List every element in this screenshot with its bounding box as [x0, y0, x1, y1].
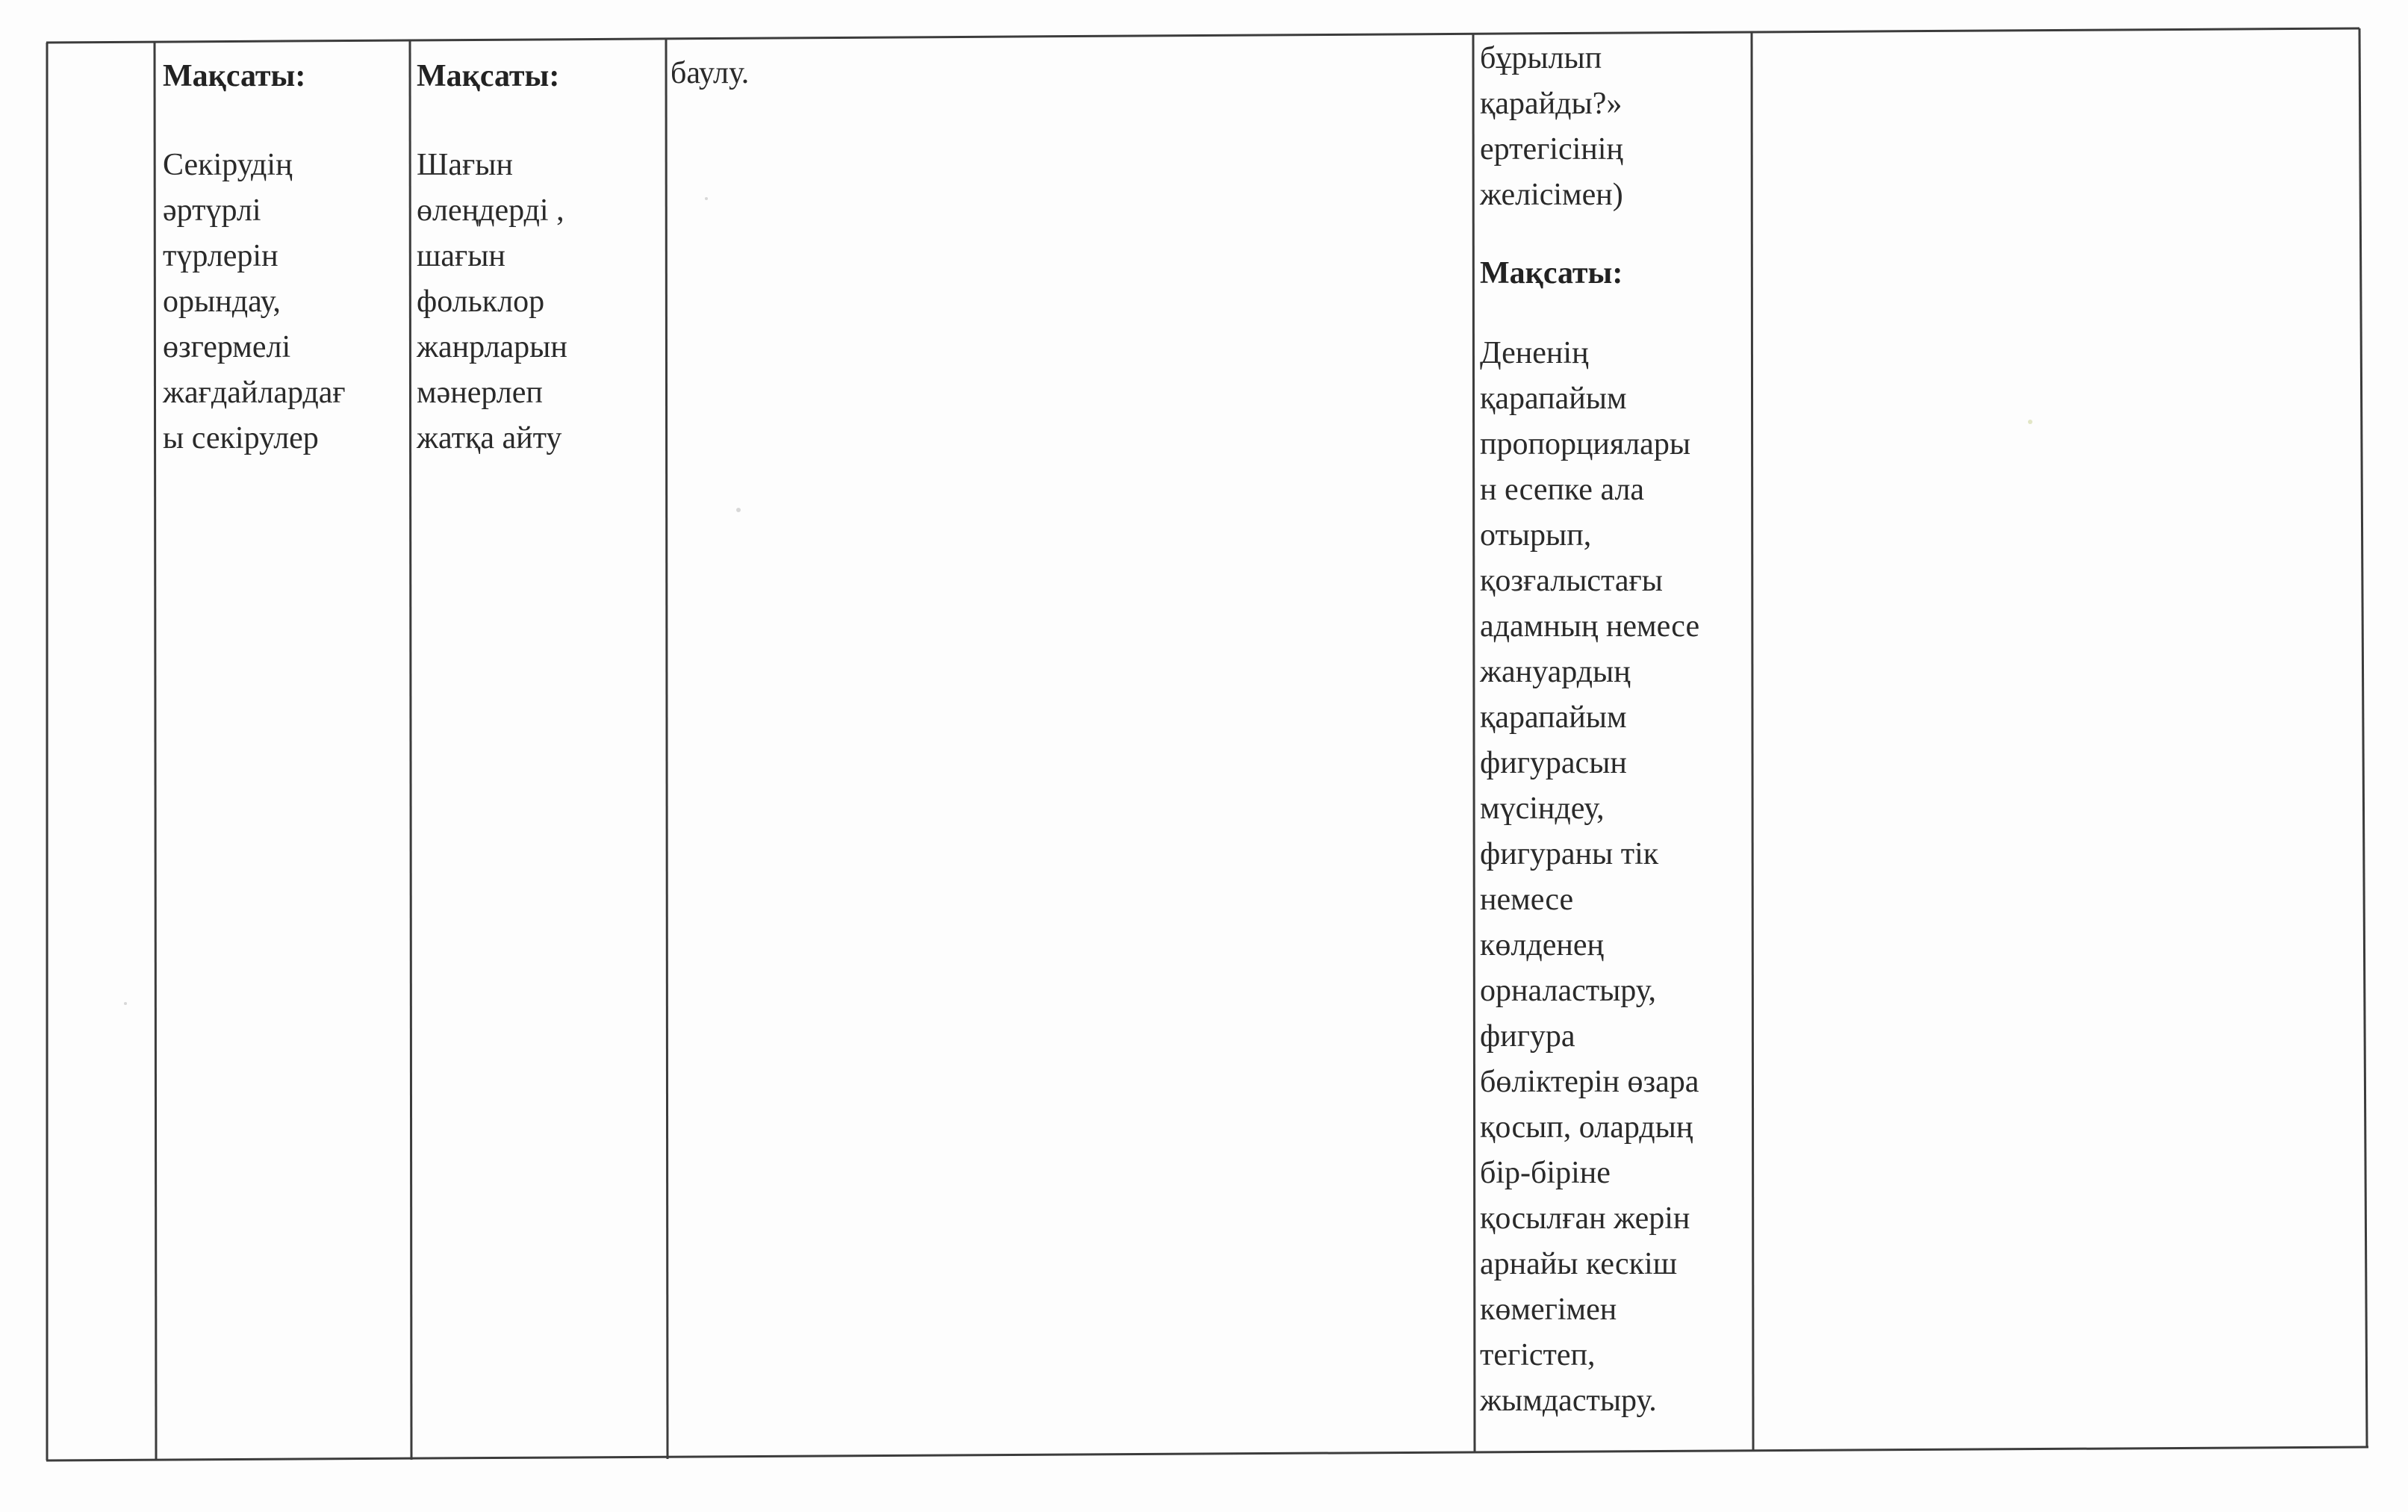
column-divider-4 — [1473, 34, 1475, 1452]
cell-heading: Мақсаты: — [163, 59, 306, 93]
column-divider-3 — [666, 39, 668, 1459]
table-right-border — [2359, 28, 2367, 1447]
table-cell-col4 — [1480, 36, 1750, 1424]
column-divider-1 — [155, 42, 156, 1460]
scan-speck — [124, 1002, 127, 1005]
table-cell-col0 — [49, 45, 152, 1456]
cell-heading: Мақсаты: — [1480, 256, 1623, 290]
scan-speck — [736, 508, 741, 512]
cell-body-text: Дененің қарапайым пропорциялары н есепке ала отырып, қозғалыстағы адамның немесе жануардың қарапайым фигурасын мүсіндеу, фигураны тік немесе көлденең орналастыру, фигура бөліктерін өзара қосып, олардың бір-біріне қосылған жерін арнайы кескіш көмегімен тегістеп, жымдастыру. — [1480, 336, 1700, 1418]
cell-heading: Мақсаты: — [417, 59, 560, 93]
column-divider-2 — [410, 40, 411, 1460]
table-cell-col5 — [1758, 34, 2355, 1446]
lesson-plan-table — [46, 28, 2363, 1460]
cell-body-text: Секірудің әртүрлі түрлерін орындау, өзгермелі жағдайлардағ ы секірулер — [163, 148, 346, 455]
column-divider-5 — [1752, 32, 1753, 1450]
cell-body-text: Шағын өлеңдерді , шағын фольклор жанрларын мәнерлеп жатқа айту — [417, 148, 567, 455]
scan-speck — [2028, 420, 2032, 424]
table-cell-col1 — [163, 54, 406, 461]
table-cell-col2 — [417, 54, 663, 461]
cell-body-text: баулу. — [671, 56, 750, 90]
table-cell-col3 — [671, 51, 1462, 96]
scan-speck — [705, 197, 708, 200]
cell-body-text-top: бұрылып қарайды?» ертегісінің желісімен) — [1480, 41, 1623, 212]
table-bottom-border — [46, 1447, 2368, 1460]
